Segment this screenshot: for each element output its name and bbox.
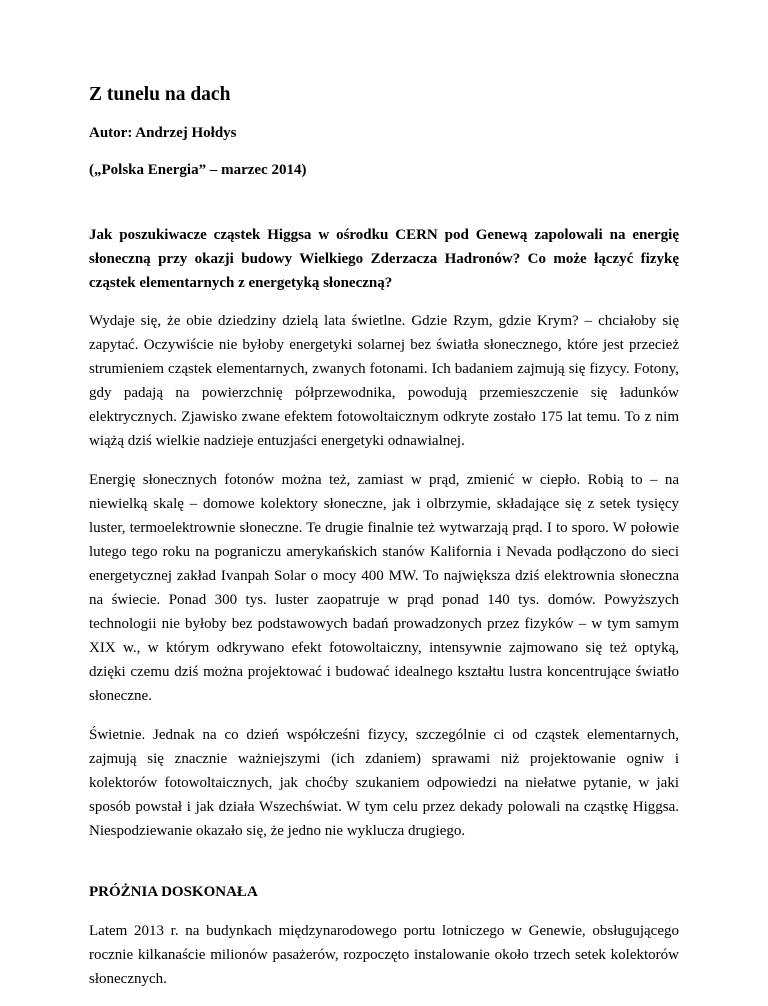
- paragraph-2: Energię słonecznych fotonów można też, zamiast w prąd, zmienić w ciepło. Robią to – na niewielką skalę – domowe kolektory słoneczne, jak i olbrzymie, składające się z setek tysięcy luster, termoelektrownie słoneczne. Te drugie finalnie też wytwarzają prąd. I to sporo. W połowie lutego tego roku na pograniczu amerykańskich stanów Kalifornia i Nevada podłączono do sieci energetycznej zakład Ivanpah Solar o mocy 400 MW. To największa dziś elektrownia słoneczna na świecie. Ponad 300 tys. luster zaopatruje w prąd ponad 140 tys. domów. Powyższych technologii nie byłoby bez podstawowych badań prowadzonych przez fizyków – w tym samym XIX w., w którym odkrywano efekt fotowoltaiczny, intensywnie zajmowano się też optyką, dzięki czemu dziś można projektować i budować idealnego kształtu lustra koncentrujące światło słoneczne.: [89, 472, 679, 704]
- article-title: Z tunelu na dach: [89, 84, 231, 105]
- section-heading: PRÓŻNIA DOSKONAŁA: [89, 884, 258, 900]
- article-lead: Jak poszukiwacze cząstek Higgsa w ośrodku CERN pod Genewą zapolowali na energię słoneczną przy okazji budowy Wielkiego Zderzacza Hadronów? Co może łączyć fizykę cząstek elementarnych z energetyką słoneczną?: [89, 227, 679, 291]
- section-paragraph: Latem 2013 r. na budynkach międzynarodowego portu lotniczego w Genewie, obsługującego rocznie kilkanaście milionów pasażerów, rozpoczęto instalowanie około trzech setek kolektorów słonecznych.: [89, 923, 679, 987]
- article-author: Autor: Andrzej Hołdys: [89, 125, 237, 141]
- article-source: („Polska Energia” – marzec 2014): [89, 162, 307, 178]
- paragraph-3: Świetnie. Jednak na co dzień współcześni fizycy, szczególnie ci od cząstek elementarnych, zajmują się znacznie ważniejszymi (ich zdaniem) sprawami niż projektowanie ogniw i kolektorów fotowoltaicznych, jak choćby szukaniem odpowiedzi na niełatwe pytanie, w jaki sposób powstał i jak działa Wszechświat. W tym celu przez dekady polowali na cząstkę Higgsa. Niespodziewanie okazało się, że jedno nie wyklucza drugiego.: [89, 727, 679, 839]
- paragraph-1: Wydaje się, że obie dziedziny dzielą lata świetlne. Gdzie Rzym, gdzie Krym? – chciałoby się zapytać. Oczywiście nie byłoby energetyki solarnej bez światła słonecznego, które jest przecież strumieniem cząstek elementarnych, zwanych fotonami. Ich badaniem zajmują się fizycy. Fotony, gdy padają na powierzchnię półprzewodnika, powodują przemieszczenie się ładunków elektrycznych. Zjawisko zwane efektem fotowoltaicznym odkryte zostało 175 lat temu. To z nim wiążą dziś wielkie nadzieje entuzjaści energetyki odnawialnej.: [89, 313, 679, 449]
- document-page: [89, 82, 679, 1006]
